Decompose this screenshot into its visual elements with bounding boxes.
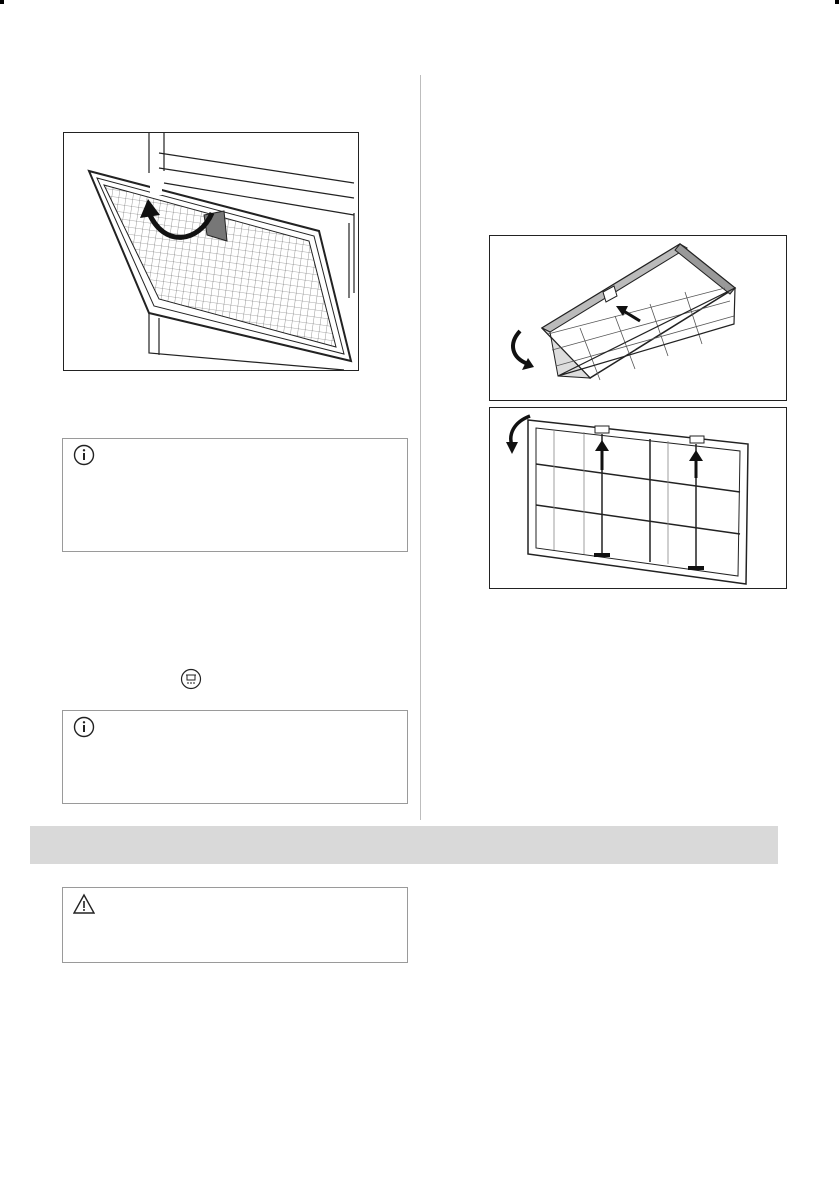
charcoal-filter-tilt-figure [489,235,787,401]
crop-mark-top-right [835,0,839,4]
filter-cleaning-symbol-icon [180,668,202,690]
column-divider [420,75,421,820]
charcoal-filter-tilt-illustration [490,236,786,400]
warning-icon [73,893,95,915]
charcoal-filter-front-illustration [490,408,786,588]
crop-mark-top-left [0,0,4,4]
info-note-2 [62,710,408,804]
charcoal-filter-front-figure [489,407,787,589]
grease-filter-figure [63,132,359,371]
section-heading-bar [30,826,778,864]
warning-note [62,887,408,963]
info-icon [73,444,95,466]
info-note-1 [62,438,408,552]
info-icon [73,716,95,738]
grease-filter-removal-illustration [64,133,358,370]
